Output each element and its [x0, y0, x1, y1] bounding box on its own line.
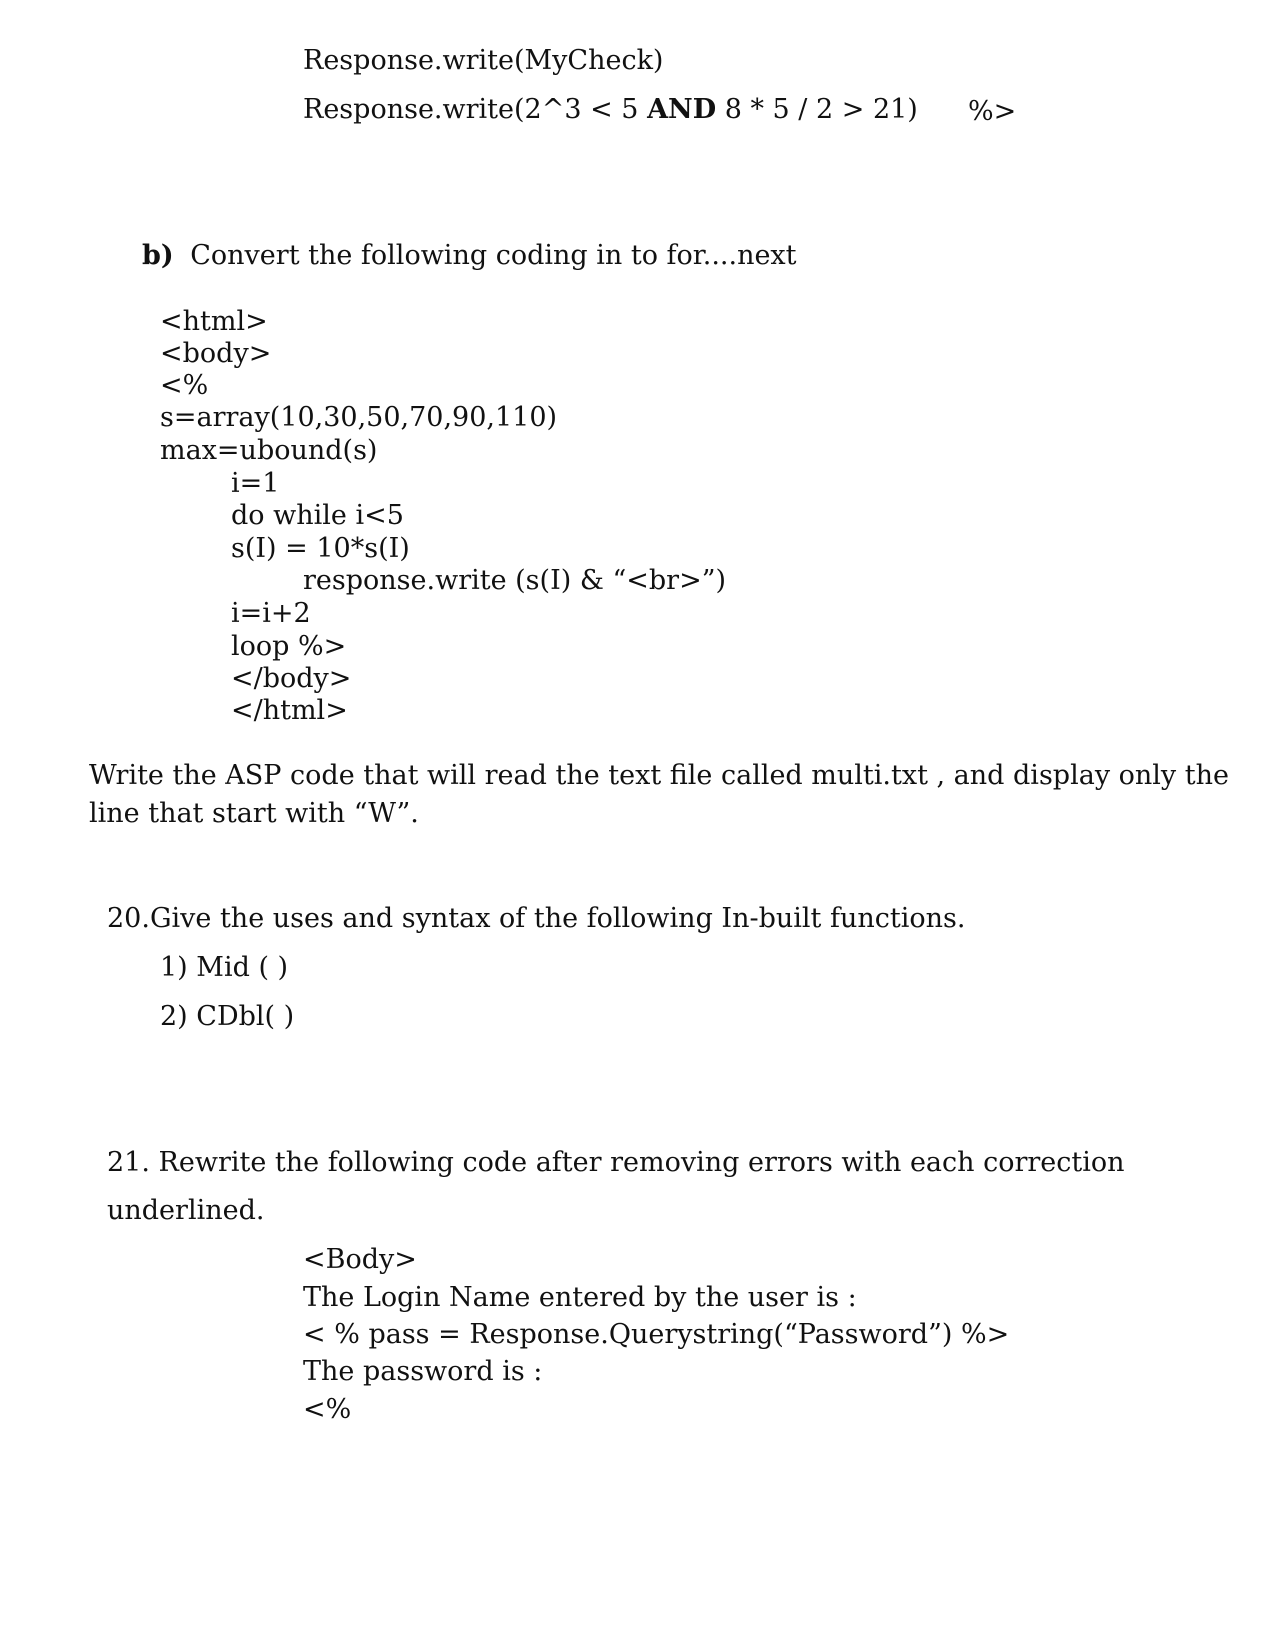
code-line: <html> [160, 306, 268, 337]
asp-question-line: line that start with “W”. [89, 798, 419, 829]
code-line: The Login Name entered by the user is : [303, 1282, 857, 1313]
code-line: loop %> [231, 631, 347, 662]
code-close-tag: %> [968, 96, 1017, 127]
code-line: max=ubound(s) [160, 435, 378, 466]
keyword-and: AND [647, 94, 717, 125]
code-line: i=i+2 [231, 598, 311, 629]
code-line: i=1 [231, 468, 280, 499]
code-line: <Body> [303, 1244, 417, 1275]
code-line: </body> [231, 663, 352, 694]
asp-question-line: Write the ASP code that will read the text file called multi.txt , and display only the [89, 760, 1229, 791]
q21-title: underlined. [107, 1195, 265, 1226]
code-line: s=array(10,30,50,70,90,110) [160, 402, 558, 433]
code-line [303, 93, 918, 127]
code-line: < % pass = Response.Querystring(“Password”) %> [303, 1319, 1010, 1350]
code-line: <body> [160, 338, 272, 369]
code-line: s(I) = 10*s(I) [231, 533, 410, 564]
code-line: response.write (s(I) & “<br>”) [303, 565, 727, 596]
code-line: <% [160, 370, 209, 401]
q21-title: 21. Rewrite the following code after removing errors with each correction [107, 1147, 1125, 1178]
code-line: Response.write(MyCheck) [303, 45, 664, 76]
code-text: Response.write(2^3 < 5 [303, 94, 648, 125]
code-line: do while i<5 [231, 500, 404, 531]
code-text: 8 * 5 / 2 > 21) [716, 94, 918, 125]
part-b-heading [142, 239, 797, 273]
part-b-text: Convert the following coding in to for....next [190, 240, 797, 271]
code-line: The password is : [303, 1356, 543, 1387]
q20-item: 2) CDbl( ) [160, 1001, 295, 1032]
code-line: <% [303, 1394, 352, 1425]
code-line: </html> [231, 695, 348, 726]
q20-item: 1) Mid ( ) [160, 952, 289, 983]
q20-title: 20.Give the uses and syntax of the following In-built functions. [107, 903, 966, 934]
part-b-label: b) [142, 240, 174, 271]
